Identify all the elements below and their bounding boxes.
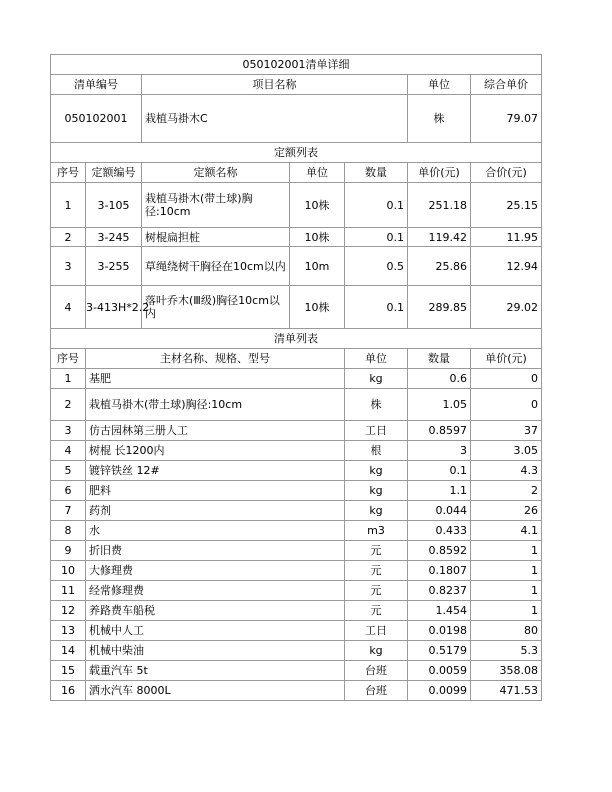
material-name: 栽植马褂木(带土球)胸径:10cm	[86, 389, 345, 421]
materials-col-unit: 单位	[345, 349, 408, 369]
quota-name: 树棍扁担桩	[142, 228, 290, 247]
header-unit: 株	[408, 95, 471, 143]
material-row	[51, 441, 542, 461]
material-name: 仿古园林第三册人工	[86, 421, 345, 441]
material-no: 3	[51, 421, 86, 441]
header-name-label: 项目名称	[142, 75, 408, 95]
material-qty: 0.1	[408, 461, 471, 481]
quota-total: 11.95	[471, 228, 542, 247]
material-price: 2	[471, 481, 542, 501]
quota-code: 3-255	[86, 247, 142, 286]
material-qty: 0.8592	[408, 541, 471, 561]
material-row	[51, 641, 542, 661]
material-name: 镀锌铁丝 12#	[86, 461, 345, 481]
material-name: 大修理费	[86, 561, 345, 581]
material-price: 5.3	[471, 641, 542, 661]
quota-total: 29.02	[471, 286, 542, 329]
material-row	[51, 541, 542, 561]
quota-col-price: 单价(元)	[408, 163, 471, 183]
material-unit: 根	[345, 441, 408, 461]
material-qty: 0.1807	[408, 561, 471, 581]
material-price: 1	[471, 581, 542, 601]
material-qty: 3	[408, 441, 471, 461]
material-unit: 工日	[345, 421, 408, 441]
material-price: 80	[471, 621, 542, 641]
material-price: 4.3	[471, 461, 542, 481]
material-unit: 元	[345, 561, 408, 581]
material-price: 0	[471, 389, 542, 421]
material-price: 1	[471, 541, 542, 561]
material-no: 5	[51, 461, 86, 481]
header-price: 79.07	[471, 95, 542, 143]
material-no: 14	[51, 641, 86, 661]
quota-unit: 10株	[290, 183, 345, 228]
material-unit: kg	[345, 461, 408, 481]
header-code-label: 清单编号	[51, 75, 142, 95]
material-no: 4	[51, 441, 86, 461]
material-unit: 台班	[345, 661, 408, 681]
quota-row	[51, 228, 542, 247]
material-row	[51, 681, 542, 701]
quota-unit: 10m	[290, 247, 345, 286]
material-name: 基肥	[86, 369, 345, 389]
material-qty: 1.1	[408, 481, 471, 501]
material-unit: kg	[345, 641, 408, 661]
material-unit: 工日	[345, 621, 408, 641]
header-name: 栽植马褂木C	[142, 95, 408, 143]
material-name: 肥料	[86, 481, 345, 501]
quota-price: 25.86	[408, 247, 471, 286]
material-price: 358.08	[471, 661, 542, 681]
material-name: 树棍 长1200内	[86, 441, 345, 461]
quota-total: 12.94	[471, 247, 542, 286]
material-row	[51, 561, 542, 581]
materials-col-qty: 数量	[408, 349, 471, 369]
quota-price: 119.42	[408, 228, 471, 247]
material-row	[51, 661, 542, 681]
material-price: 471.53	[471, 681, 542, 701]
quota-code: 3-413H*2.2	[86, 286, 142, 329]
quota-code: 3-245	[86, 228, 142, 247]
material-name: 机械中柴油	[86, 641, 345, 661]
quota-no: 1	[51, 183, 86, 228]
material-row	[51, 389, 542, 421]
material-name: 机械中人工	[86, 621, 345, 641]
material-no: 1	[51, 369, 86, 389]
material-unit: 台班	[345, 681, 408, 701]
material-name: 药剂	[86, 501, 345, 521]
material-qty: 0.8237	[408, 581, 471, 601]
quota-col-total: 合价(元)	[471, 163, 542, 183]
material-name: 养路费车船税	[86, 601, 345, 621]
quota-no: 2	[51, 228, 86, 247]
material-row	[51, 421, 542, 441]
material-qty: 0.5179	[408, 641, 471, 661]
material-row	[51, 581, 542, 601]
detail-sheet	[50, 54, 541, 701]
quota-col-qty: 数量	[345, 163, 408, 183]
material-row	[51, 481, 542, 501]
material-qty: 0.6	[408, 369, 471, 389]
material-no: 8	[51, 521, 86, 541]
quota-col-no: 序号	[51, 163, 86, 183]
material-unit: kg	[345, 481, 408, 501]
material-qty: 0.433	[408, 521, 471, 541]
quota-row	[51, 183, 542, 228]
material-row	[51, 369, 542, 389]
material-row	[51, 601, 542, 621]
material-qty: 0.8597	[408, 421, 471, 441]
header-unit-label: 单位	[408, 75, 471, 95]
material-name: 载重汽车 5t	[86, 661, 345, 681]
quota-no: 3	[51, 247, 86, 286]
material-no: 6	[51, 481, 86, 501]
material-row	[51, 621, 542, 641]
quota-qty: 0.1	[345, 228, 408, 247]
quota-price: 289.85	[408, 286, 471, 329]
material-price: 1	[471, 561, 542, 581]
materials-col-name: 主材名称、规格、型号	[86, 349, 345, 369]
material-unit: 元	[345, 581, 408, 601]
material-price: 3.05	[471, 441, 542, 461]
material-unit: m3	[345, 521, 408, 541]
header-code: 050102001	[51, 95, 142, 143]
quota-col-name: 定额名称	[142, 163, 290, 183]
material-no: 12	[51, 601, 86, 621]
material-unit: 株	[345, 389, 408, 421]
quota-col-unit: 单位	[290, 163, 345, 183]
quota-qty: 0.1	[345, 286, 408, 329]
quota-name: 草绳绕树干胸径在10cm以内	[142, 247, 290, 286]
material-qty: 1.454	[408, 601, 471, 621]
material-unit: kg	[345, 501, 408, 521]
material-no: 2	[51, 389, 86, 421]
materials-col-no: 序号	[51, 349, 86, 369]
quota-row	[51, 286, 542, 329]
material-row	[51, 501, 542, 521]
material-price: 37	[471, 421, 542, 441]
material-no: 16	[51, 681, 86, 701]
detail-table	[50, 54, 542, 701]
material-no: 7	[51, 501, 86, 521]
material-no: 15	[51, 661, 86, 681]
material-qty: 0.0059	[408, 661, 471, 681]
quota-qty: 0.5	[345, 247, 408, 286]
quota-no: 4	[51, 286, 86, 329]
material-row	[51, 521, 542, 541]
material-name: 水	[86, 521, 345, 541]
material-no: 10	[51, 561, 86, 581]
material-row	[51, 461, 542, 481]
material-unit: 元	[345, 541, 408, 561]
material-price: 4.1	[471, 521, 542, 541]
quota-price: 251.18	[408, 183, 471, 228]
material-price: 26	[471, 501, 542, 521]
material-no: 13	[51, 621, 86, 641]
material-price: 1	[471, 601, 542, 621]
quota-section-title: 定额列表	[51, 143, 542, 163]
quota-row	[51, 247, 542, 286]
material-no: 9	[51, 541, 86, 561]
material-name: 洒水汽车 8000L	[86, 681, 345, 701]
materials-section-title: 清单列表	[51, 329, 542, 349]
quota-qty: 0.1	[345, 183, 408, 228]
material-qty: 0.044	[408, 501, 471, 521]
material-unit: 元	[345, 601, 408, 621]
material-price: 0	[471, 369, 542, 389]
material-unit: kg	[345, 369, 408, 389]
material-qty: 1.05	[408, 389, 471, 421]
quota-total: 25.15	[471, 183, 542, 228]
material-name: 经常修理费	[86, 581, 345, 601]
quota-name: 落叶乔木(Ⅲ级)胸径10cm以内	[142, 286, 290, 329]
quota-code: 3-105	[86, 183, 142, 228]
materials-col-price: 单价(元)	[471, 349, 542, 369]
material-qty: 0.0099	[408, 681, 471, 701]
quota-col-code: 定额编号	[86, 163, 142, 183]
quota-name: 栽植马褂木(带土球)胸径:10cm	[142, 183, 290, 228]
material-name: 折旧费	[86, 541, 345, 561]
material-qty: 0.0198	[408, 621, 471, 641]
material-no: 11	[51, 581, 86, 601]
sheet-title: 050102001清单详细	[51, 55, 542, 75]
header-price-label: 综合单价	[471, 75, 542, 95]
quota-unit: 10株	[290, 286, 345, 329]
quota-unit: 10株	[290, 228, 345, 247]
